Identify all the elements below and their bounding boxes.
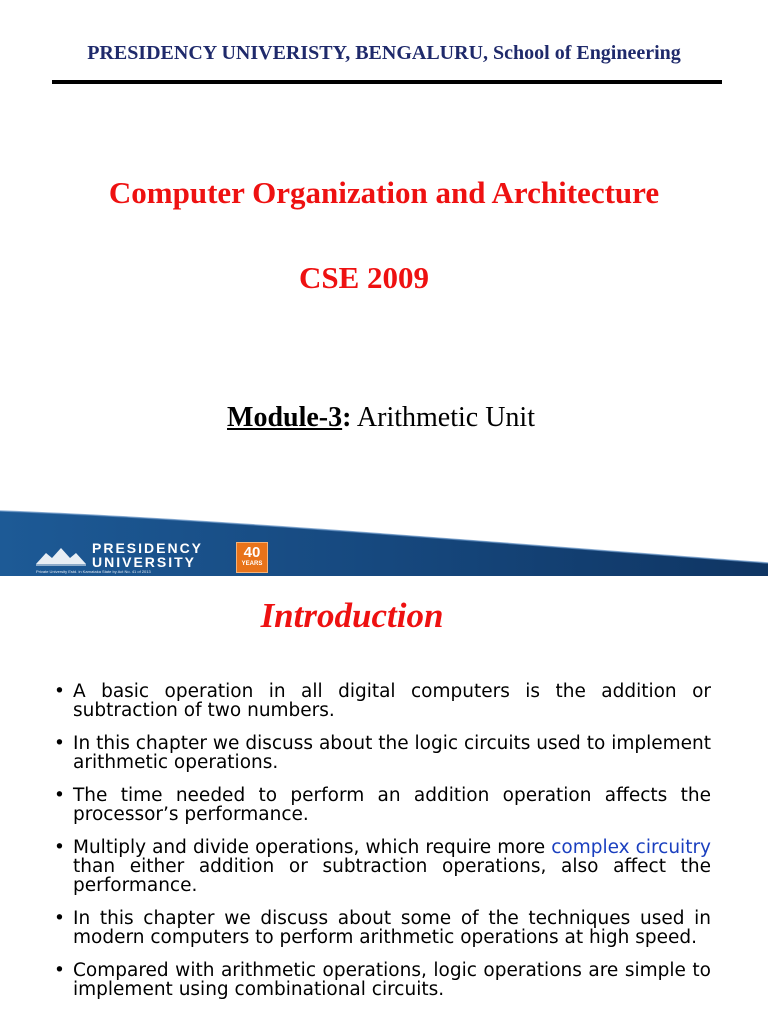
badge-word: YEARS — [241, 561, 263, 567]
anniversary-badge — [236, 542, 268, 573]
bullet-item: • The time needed to perform an addition operation affects the processor’s performance. — [54, 786, 711, 824]
header-divider — [52, 80, 722, 84]
course-title: Computer Organization and Architecture — [108, 175, 660, 210]
bullet-text-end: than either addition or subtraction operations, also affect the performance. — [73, 856, 711, 896]
university-header: PRESIDENCY UNIVERISTY, BENGALURU, School of Engineering — [87, 42, 681, 64]
highlighted-term: complex circuitry — [551, 837, 712, 858]
bullet-item: • Compared with arithmetic operations, logic operations are simple to implement using combinational circuits. — [54, 961, 711, 999]
university-logo — [34, 540, 274, 574]
bullet-list — [54, 682, 711, 1013]
slide-title: Introduction — [260, 596, 444, 635]
module-label: Module-3 — [227, 402, 343, 433]
emblem-icon — [34, 544, 88, 566]
introduction-slide — [0, 576, 768, 1024]
logo-text-presidency: PRESIDENCY — [92, 540, 204, 556]
module-name: Arithmetic Unit — [351, 402, 535, 433]
logo-text-university: UNIVERSITY — [92, 554, 197, 570]
badge-number: 40 — [243, 544, 261, 561]
bullet-item — [54, 838, 711, 895]
bullet-item: • In this chapter we discuss about some of the techniques used in modern computers to perform arithmetic operations at high speed. — [54, 909, 711, 947]
bullet-item: • In this chapter we discuss about the logic circuits used to implement arithmetic operations. — [54, 734, 711, 772]
logo-tagline: Private University Estd. in Karnataka State by Act No. 41 of 2013 — [36, 569, 151, 574]
bullet-text-start: Multiply and divide operations, which require more — [73, 837, 552, 858]
course-code: CSE 2009 — [298, 260, 430, 295]
bullet-item: • A basic operation in all digital computers is the addition or subtraction of two numbers. — [54, 682, 711, 720]
module-colon: : — [342, 402, 352, 433]
module-heading — [0, 402, 762, 434]
